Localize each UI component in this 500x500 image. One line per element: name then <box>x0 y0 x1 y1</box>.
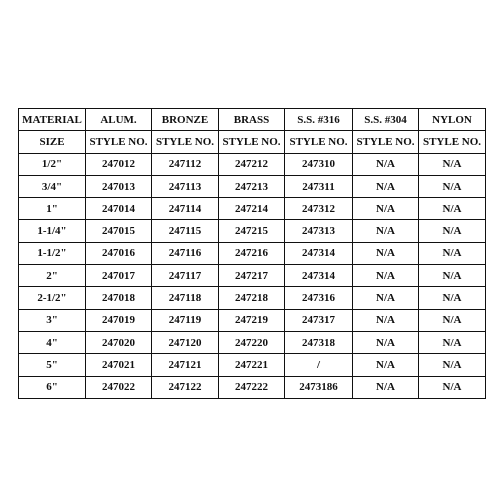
header-cell: MATERIAL <box>19 109 86 131</box>
table-cell: 3" <box>19 309 86 331</box>
table-cell: 247019 <box>86 309 152 331</box>
table-cell: 247314 <box>285 242 353 264</box>
table-cell: 247217 <box>219 265 285 287</box>
table-cell: N/A <box>353 198 419 220</box>
table-cell: N/A <box>419 265 486 287</box>
table-cell: N/A <box>419 175 486 197</box>
table-cell: 247216 <box>219 242 285 264</box>
table-cell: 247221 <box>219 354 285 376</box>
table-cell: 247318 <box>285 331 353 353</box>
table-cell: 247119 <box>152 309 219 331</box>
table-cell: 5" <box>19 354 86 376</box>
table-cell: N/A <box>419 376 486 398</box>
table-cell: 247310 <box>285 153 353 175</box>
table-cell: 247020 <box>86 331 152 353</box>
table-cell: 247012 <box>86 153 152 175</box>
table-cell: 247213 <box>219 175 285 197</box>
table-cell: 2-1/2" <box>19 287 86 309</box>
table-row <box>19 198 486 220</box>
table-cell: 247313 <box>285 220 353 242</box>
table-cell: 4" <box>19 331 86 353</box>
table-row <box>19 265 486 287</box>
table-cell: N/A <box>419 354 486 376</box>
table-cell: 247214 <box>219 198 285 220</box>
header-cell: BRONZE <box>152 109 219 131</box>
table-cell: 247311 <box>285 175 353 197</box>
table-row <box>19 220 486 242</box>
table-cell: 247114 <box>152 198 219 220</box>
table-cell: 247219 <box>219 309 285 331</box>
table-cell: 2473186 <box>285 376 353 398</box>
table-cell: 247122 <box>152 376 219 398</box>
table-cell: N/A <box>419 309 486 331</box>
table-cell: 247120 <box>152 331 219 353</box>
subheader-cell: STYLE NO. <box>419 131 486 153</box>
table-cell: N/A <box>419 153 486 175</box>
table-row <box>19 309 486 331</box>
table-cell: 247218 <box>219 287 285 309</box>
table-cell: N/A <box>353 175 419 197</box>
table-row <box>19 354 486 376</box>
table-row <box>19 175 486 197</box>
table-cell: N/A <box>419 242 486 264</box>
table-cell: 247222 <box>219 376 285 398</box>
table-cell: 247112 <box>152 153 219 175</box>
table-cell: N/A <box>419 287 486 309</box>
table-row <box>19 376 486 398</box>
table-cell: 247212 <box>219 153 285 175</box>
table-cell: 247317 <box>285 309 353 331</box>
table-cell: 6" <box>19 376 86 398</box>
table-cell: 1/2" <box>19 153 86 175</box>
table-cell: 247014 <box>86 198 152 220</box>
table-cell: 247115 <box>152 220 219 242</box>
header-cell: NYLON <box>419 109 486 131</box>
spec-table-body <box>19 109 486 399</box>
table-cell: N/A <box>353 265 419 287</box>
table-cell: N/A <box>353 354 419 376</box>
table-cell: 247116 <box>152 242 219 264</box>
table-cell: 1-1/2" <box>19 242 86 264</box>
header-cell: BRASS <box>219 109 285 131</box>
table-cell: 1" <box>19 198 86 220</box>
header-row <box>19 109 486 131</box>
table-cell: N/A <box>353 153 419 175</box>
table-cell: 247016 <box>86 242 152 264</box>
table-cell: N/A <box>353 220 419 242</box>
spec-table <box>18 108 486 399</box>
table-row <box>19 331 486 353</box>
table-cell: 247015 <box>86 220 152 242</box>
table-cell: 2" <box>19 265 86 287</box>
header-cell: S.S. #316 <box>285 109 353 131</box>
table-cell: N/A <box>353 309 419 331</box>
table-cell: N/A <box>419 220 486 242</box>
table-cell: N/A <box>353 376 419 398</box>
subheader-cell: STYLE NO. <box>219 131 285 153</box>
table-cell: 247316 <box>285 287 353 309</box>
subheader-cell: STYLE NO. <box>152 131 219 153</box>
table-row <box>19 242 486 264</box>
table-cell: N/A <box>353 287 419 309</box>
header-cell: S.S. #304 <box>353 109 419 131</box>
table-cell: 247220 <box>219 331 285 353</box>
table-cell: N/A <box>419 198 486 220</box>
table-cell: 247314 <box>285 265 353 287</box>
table-cell: 247022 <box>86 376 152 398</box>
table-row <box>19 153 486 175</box>
subheader-cell: STYLE NO. <box>86 131 152 153</box>
subheader-cell: STYLE NO. <box>285 131 353 153</box>
table-cell: N/A <box>419 331 486 353</box>
table-cell: 247013 <box>86 175 152 197</box>
table-cell: 247113 <box>152 175 219 197</box>
table-cell: / <box>285 354 353 376</box>
table-cell: 1-1/4" <box>19 220 86 242</box>
table-cell: 247121 <box>152 354 219 376</box>
table-cell: 3/4" <box>19 175 86 197</box>
table-cell: 247018 <box>86 287 152 309</box>
table-cell: 247021 <box>86 354 152 376</box>
table-row <box>19 287 486 309</box>
subheader-cell: STYLE NO. <box>353 131 419 153</box>
header-cell: ALUM. <box>86 109 152 131</box>
table-cell: 247118 <box>152 287 219 309</box>
subheader-row <box>19 131 486 153</box>
subheader-cell: SIZE <box>19 131 86 153</box>
table-cell: N/A <box>353 242 419 264</box>
table-cell: 247017 <box>86 265 152 287</box>
table-cell: 247312 <box>285 198 353 220</box>
table-cell: N/A <box>353 331 419 353</box>
table-cell: 247215 <box>219 220 285 242</box>
table-cell: 247117 <box>152 265 219 287</box>
